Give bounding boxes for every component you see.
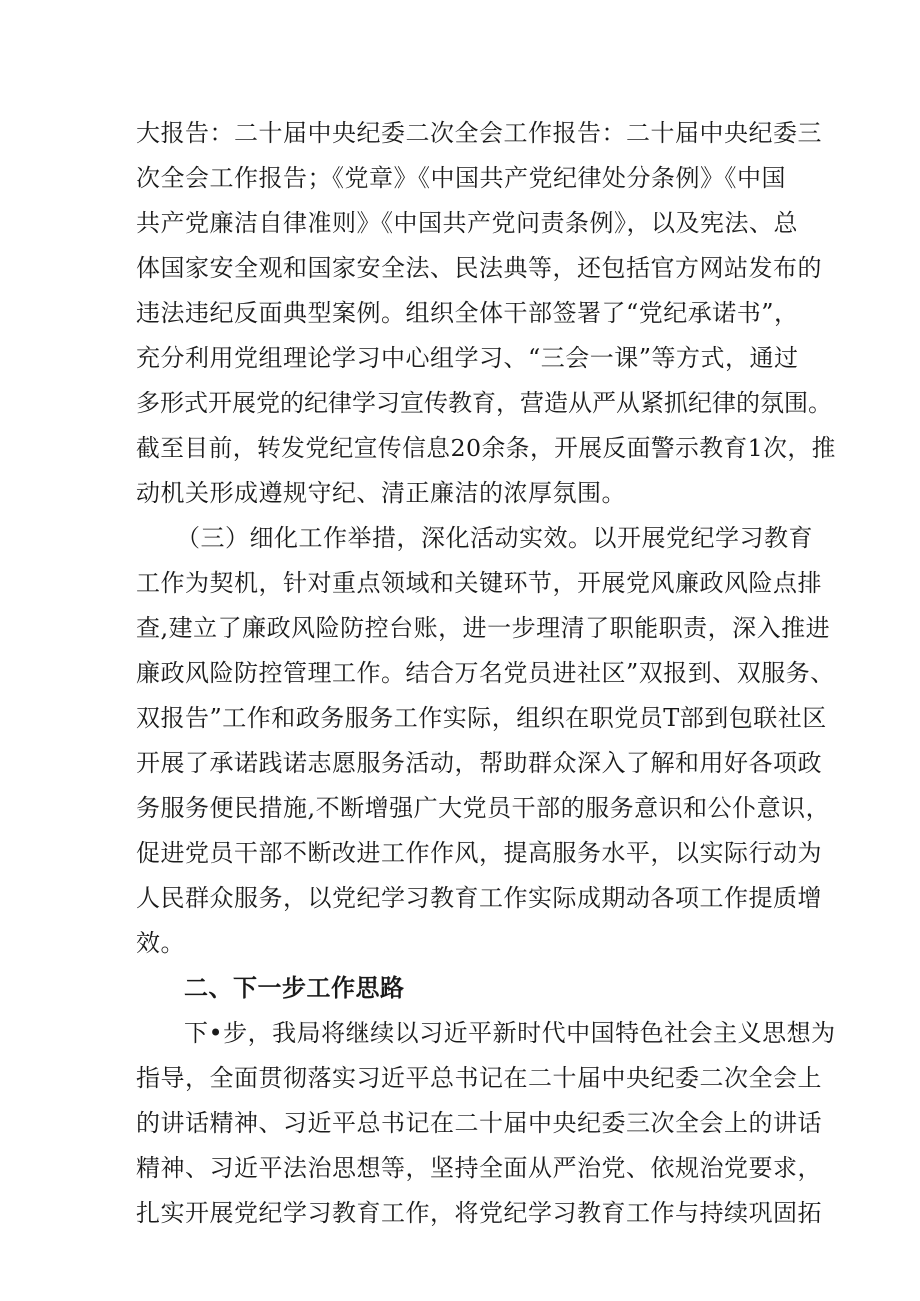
text-line: 体国家安全观和国家安全法、民法典等，还包括官方网站发布的 [136,254,822,282]
text-line: 查,建立了廉政风险防控台账，进一步理清了职能职责，深入推进 [136,614,831,642]
text-line: 促进党员干部不断改进工作作风，提高服务水平，以实际行动为 [136,839,822,867]
text-line: 开展了承诺践诺志愿服务活动，帮助群众深入了解和用好各项政 [136,749,822,777]
text-line: 违法违纪反面典型案例。组织全体干部签署了“党纪承诺书”， [136,299,799,327]
text-line: 次全会工作报告；《党章》《中国共产党纪律处分条例》《中国 [136,164,786,192]
section-heading: 二、下一步工作思路 [184,974,405,1002]
text-line: 指导，全面贯彻落实习近平总书记在二十届中央纪委二次全会上 [136,1064,822,1092]
text-line: 工作为契机，针对重点领域和关键环节，开展党风廉政风险点排 [136,569,822,597]
text-line: 廉政风险防控管理工作。结合万名党员进社区”双报到、双服务、 [136,659,835,687]
paragraph-first-line: 下•步，我局将继续以习近平新时代中国特色社会主义思想为 [184,1019,836,1047]
text-line: 截至目前，转发党纪宣传信息20余条，开展反面警示教育1次，推 [136,434,836,462]
text-line: 务服务便民措施,不断增强广大党员干部的服务意识和公仆意识， [136,794,831,822]
text-line: 共产党廉洁自律准则》《中国共产党问责条例》，以及宪法、总 [136,209,798,237]
text-line: 充分利用党组理论学习中心组学习、“三会一课”等方式，通过 [136,344,799,372]
text-line: 人民群众服务，以党纪学习教育工作实际成期动各项工作提质增 [136,884,822,912]
text-line: 的讲话精神、习近平总书记在二十届中央纪委三次全会上的讲话 [136,1109,822,1137]
document-body [136,111,836,1236]
text-line: 精神、习近平法治思想等，坚持全面从严治党、依规治党要求， [136,1154,822,1182]
paragraph-first-line: （三）细化工作举措，深化活动实效。以开展党纪学习教育 [176,524,813,552]
text-line: 动机关形成遵规守纪、清正廉洁的浓厚氛围。 [136,479,626,507]
text-line: 大报告：二十届中央纪委二次全会工作报告：二十届中央纪委三 [136,119,822,147]
text-line: 多形式开展党的纪律学习宣传教育，营造从严从紧抓纪律的氛围。 [136,389,832,417]
text-line: 扎实开展党纪学习教育工作，将党纪学习教育工作与持续巩固拓 [136,1199,822,1227]
text-line: 效。 [136,929,185,957]
text-line: 双报告”工作和政务服务工作实际，组织在职党员T部到包联社区 [136,704,827,732]
